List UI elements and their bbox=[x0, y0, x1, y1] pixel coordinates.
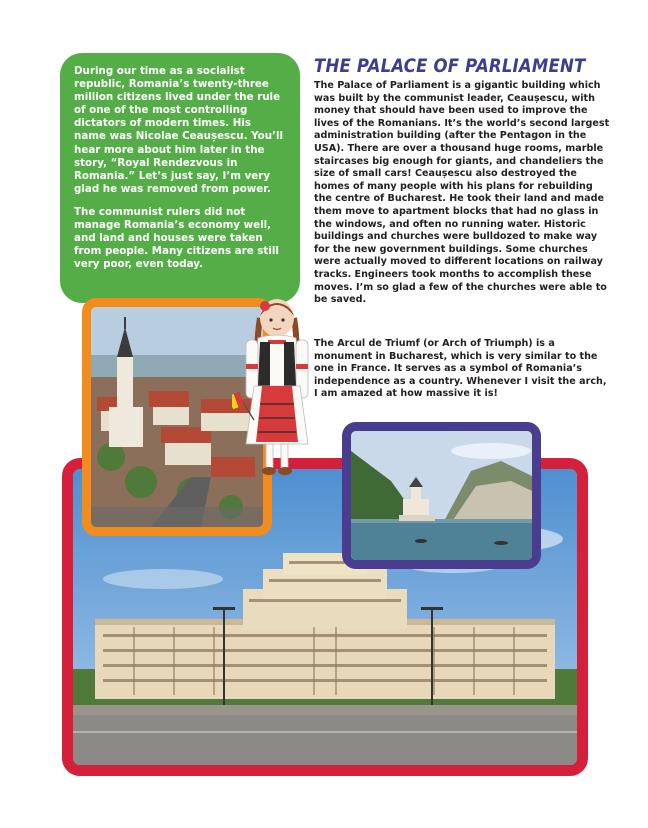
sidebar-paragraph-2: The communist rulers did not manage Romania’s economy well, and land and houses were taken from people. Many citizens are still very poor, even today. bbox=[74, 205, 279, 271]
monastery-photo-frame bbox=[342, 422, 541, 569]
article-paragraph-2: The Arcul de Triumf (or Arch of Triumph) is a monument in Bucharest, which is very similar to the one in France. It serves as a symbol of Romania’s independence as a country. Whenever I visit the arch, I am amazed at how massive it is! bbox=[314, 338, 607, 400]
article-heading: THE PALACE OF PARLIAMENT bbox=[314, 55, 586, 77]
sidebar-callout bbox=[60, 53, 300, 303]
monastery-on-danube-photo bbox=[351, 431, 532, 560]
girl-character-illustration bbox=[232, 294, 324, 484]
article-paragraph-1: The Palace of Parliament is a gigantic building which was built by the communist leader, Ceaușescu, with money that should have been used to improve the lives of the Romanians. It’s the world’s second largest administration building (after the Pentagon in the USA). There are over a thousand huge rooms, marble staircases big enough for giants, and chandeliers the size of small cars! Ceaușescu also destroyed the homes of many people with his plans for rebuilding the centre of Bucharest. He took their land and made them move to apartment blocks that had no glass in the windows, and often no running water. Historic buildings and churches were bulldozed to make way for the new government buildings. Some churches were actually moved to different locations on railway tracks. Engineers took months to accomplish these moves. I’m so glad a few of the churches were able to be saved. bbox=[314, 80, 610, 306]
sidebar-paragraph-1: During our time as a socialist republic, Romania’s twenty-three million citizens lived under the rule of one of the most controlling dictators of modern times. His name was Nicolae Ceaușescu. You’ll hear more about him later in the story, “Royal Rendezvous in Romania.” Let’s just say, I’m very glad he was removed from power. bbox=[74, 65, 283, 195]
girl-in-romanian-costume-icon bbox=[232, 294, 324, 484]
